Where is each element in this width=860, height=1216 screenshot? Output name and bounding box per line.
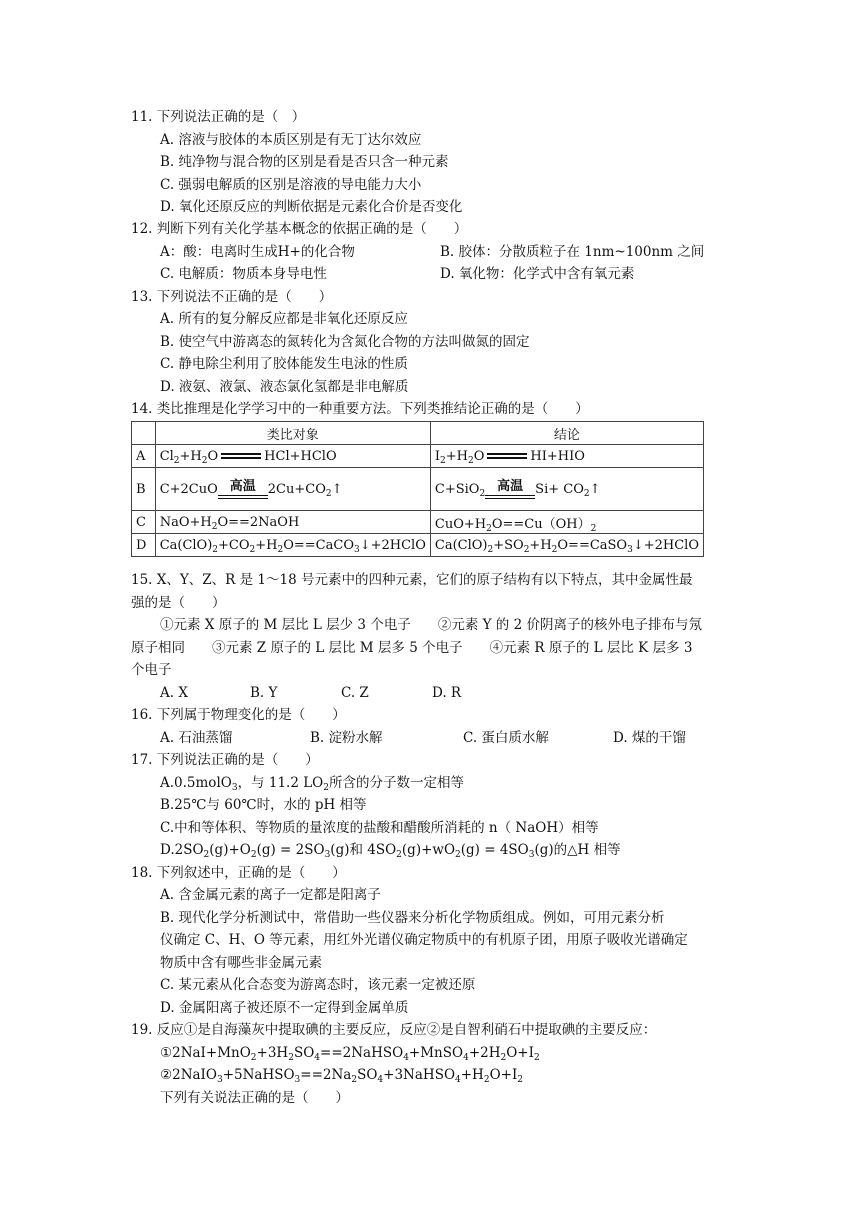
q19-reaction-2: $②2NaIO_3+5NaHSO_3==2Na_2SO_4+3NaHSO_4+H_2O+I_2$ [160,1067,524,1085]
q12-option-d: D. 氧化物：化学式中含有氧元素 [440,266,635,282]
q12-option-c: C. 电解质：物质本身导电性 [160,266,327,282]
row-label: A [132,445,156,468]
row-c-analogy: $NaO+H_2O==2NaOH$ [155,511,430,534]
row-d-conclusion: $Ca(ClO)_2+SO_2+H_2O==CaSO_3↓+2HClO$ [430,534,703,557]
row-b-conclusion: C+SiO$_2$ 高温 $Si+ CO_2↑$ [430,468,703,511]
reversible-arrow-icon [485,451,529,461]
q17-option-a: A.0.5molO$_3$，与 11.2 $LO_2$所含的分子数一定相等 [160,775,464,793]
gas-arrow-icon: ↑ [589,481,601,497]
q16-option-b: B. 淀粉水解 [310,730,383,746]
q15-condition-line: 个电子 [131,662,172,678]
q15-condition-line: 原子相同 ③元素 Z 原子的 L 层比 M 层多 5 个电子 ④元素 R 原子的 L 层比 K 层多 3 [131,640,693,656]
q12-option-a: A：酸：电离时生成H+的化合物 [160,244,355,260]
q18-option-b-cont: 物质中含有哪些非金属元素 [160,955,322,971]
row-label: D [132,534,156,557]
question-19-stem: 19. 反应①是自海藻灰中提取碘的主要反应，反应②是自智利硝石中提取碘的主要反应： [131,1022,657,1038]
row-a-analogy: $Cl_2+H_2O$ HCl+HClO [155,445,430,468]
question-16-stem: 16. 下列属于物理变化的是（ ） [131,707,346,723]
question-17-stem: 17. 下列说法正确的是（ ） [131,752,319,768]
table-header-row [132,422,704,445]
q18-option-b: B. 现代化学分析测试中，常借助一些仪器来分析化学物质组成。例如，可用元素分析 [160,910,665,926]
q13-option-a: A. 所有的复分解反应都是非氧化还原反应 [160,311,408,327]
q11-option-d: D. 氧化还原反应的判断依据是元素化合价是否变化 [160,199,463,215]
q15-option-d: D. R [432,685,462,701]
row-a-conclusion: $I_2+H_2O$ HI+HIO [430,445,703,468]
analogy-table [131,421,704,557]
question-18-stem: 18. 下列叙述中，正确的是（ ） [131,865,346,881]
row-d-analogy: $Ca(ClO)_2+CO_2+H_2O==CaCO_3↓+2HClO$ [155,534,430,557]
question-12-stem: 12. 判断下列有关化学基本概念的依据正确的是（ ） [131,221,468,237]
question-13-stem: 13. 下列说法不正确的是（ ） [131,289,333,305]
q17-option-c: C.中和等体积、等物质的量浓度的盐酸和醋酸所消耗的 n（ NaOH）相等 [160,820,599,836]
question-14-stem: 14. 类比推理是化学学习中的一种重要方法。下列类推结论正确的是（ ） [131,401,589,417]
q18-option-a: A. 含金属元素的离子一定都是阳离子 [160,887,381,903]
header-analogy-object: 类比对象 [155,422,430,445]
q11-option-c: C. 强弱电解质的区别是溶液的导电能力大小 [160,177,422,193]
row-label: C [132,511,156,534]
high-temperature-condition: 高温 [485,480,535,499]
question-15-stem: 15. X、Y、Z、R 是 1～18 号元素中的四种元素，它们的原子结构有以下特点，其中金属性最 [131,572,693,588]
q16-option-d: D. 煤的干馏 [613,730,686,746]
q13-option-d: D. 液氨、液氯、液态氯化氢都是非电解质 [160,379,409,395]
q19-tail: 下列有关说法正确的是（ ） [160,1090,349,1106]
q16-option-c: C. 蛋白质水解 [463,730,549,746]
gas-arrow-icon: ↑ [331,481,343,497]
q11-option-b: B. 纯净物与混合物的区别是看是否只含一种元素 [160,154,449,170]
row-b-analogy: C+2CuO 高温 $2Cu+CO_2↑$ [155,468,430,511]
q11-option-a: A. 溶液与胶体的本质区别是有无丁达尔效应 [160,132,422,148]
question-15-stem-cont: 强的是（ ） [131,595,226,611]
table-row [132,468,704,511]
high-temperature-condition: 高温 [218,480,268,499]
q18-option-c: C. 某元素从化合态变为游离态时，该元素一定被还原 [160,977,476,993]
q19-reaction-1: $①2NaI+MnO_2+3H_2SO_4==2NaHSO_4+MnSO_4+2H_2O+I_2$ [160,1045,540,1063]
question-11-stem: 11. 下列说法正确的是（ ） [131,109,306,125]
table-row [132,445,704,468]
q15-option-c: C. Z [341,685,369,701]
q17-option-b: B.25℃与 60℃时，水的 pH 相等 [160,797,367,813]
q16-option-a: A. 石油蒸馏 [160,730,233,746]
q15-condition-line: ①元素 X 原子的 M 层比 L 层少 3 个电子 ②元素 Y 的 2 价阴离子的核外电子排布与氖 [160,617,702,633]
row-c-conclusion: $CuO+H_2O==Cu(OH)_2$ [430,511,703,534]
reversible-arrow-icon [219,451,263,461]
q18-option-b-cont: 仪确定 C、H、O 等元素，用红外光谱仪确定物质中的有机原子团，用原子吸收光谱确定 [160,932,688,948]
q13-option-b: B. 使空气中游离态的氮转化为含氮化合物的方法叫做氮的固定 [160,334,530,350]
q17-option-d: $D.2SO_2(g)+O_2(g) = 2SO_3(g)$和 $4SO_2(g)+wO_2(g) = 4SO_3(g)$的△H 相等 [160,842,621,860]
header-conclusion: 结论 [430,422,703,445]
row-label: B [132,468,156,511]
q15-option-b: B. Y [250,685,278,701]
table-row [132,534,704,557]
table-row [132,511,704,534]
q13-option-c: C. 静电除尘利用了胶体能发生电泳的性质 [160,356,408,372]
q15-option-a: A. X [160,685,188,701]
q12-option-b: B. 胶体：分散质粒子在 1nm~100nm 之间 [440,244,705,260]
q18-option-d: D. 金属阳离子被还原不一定得到金属单质 [160,1000,409,1016]
